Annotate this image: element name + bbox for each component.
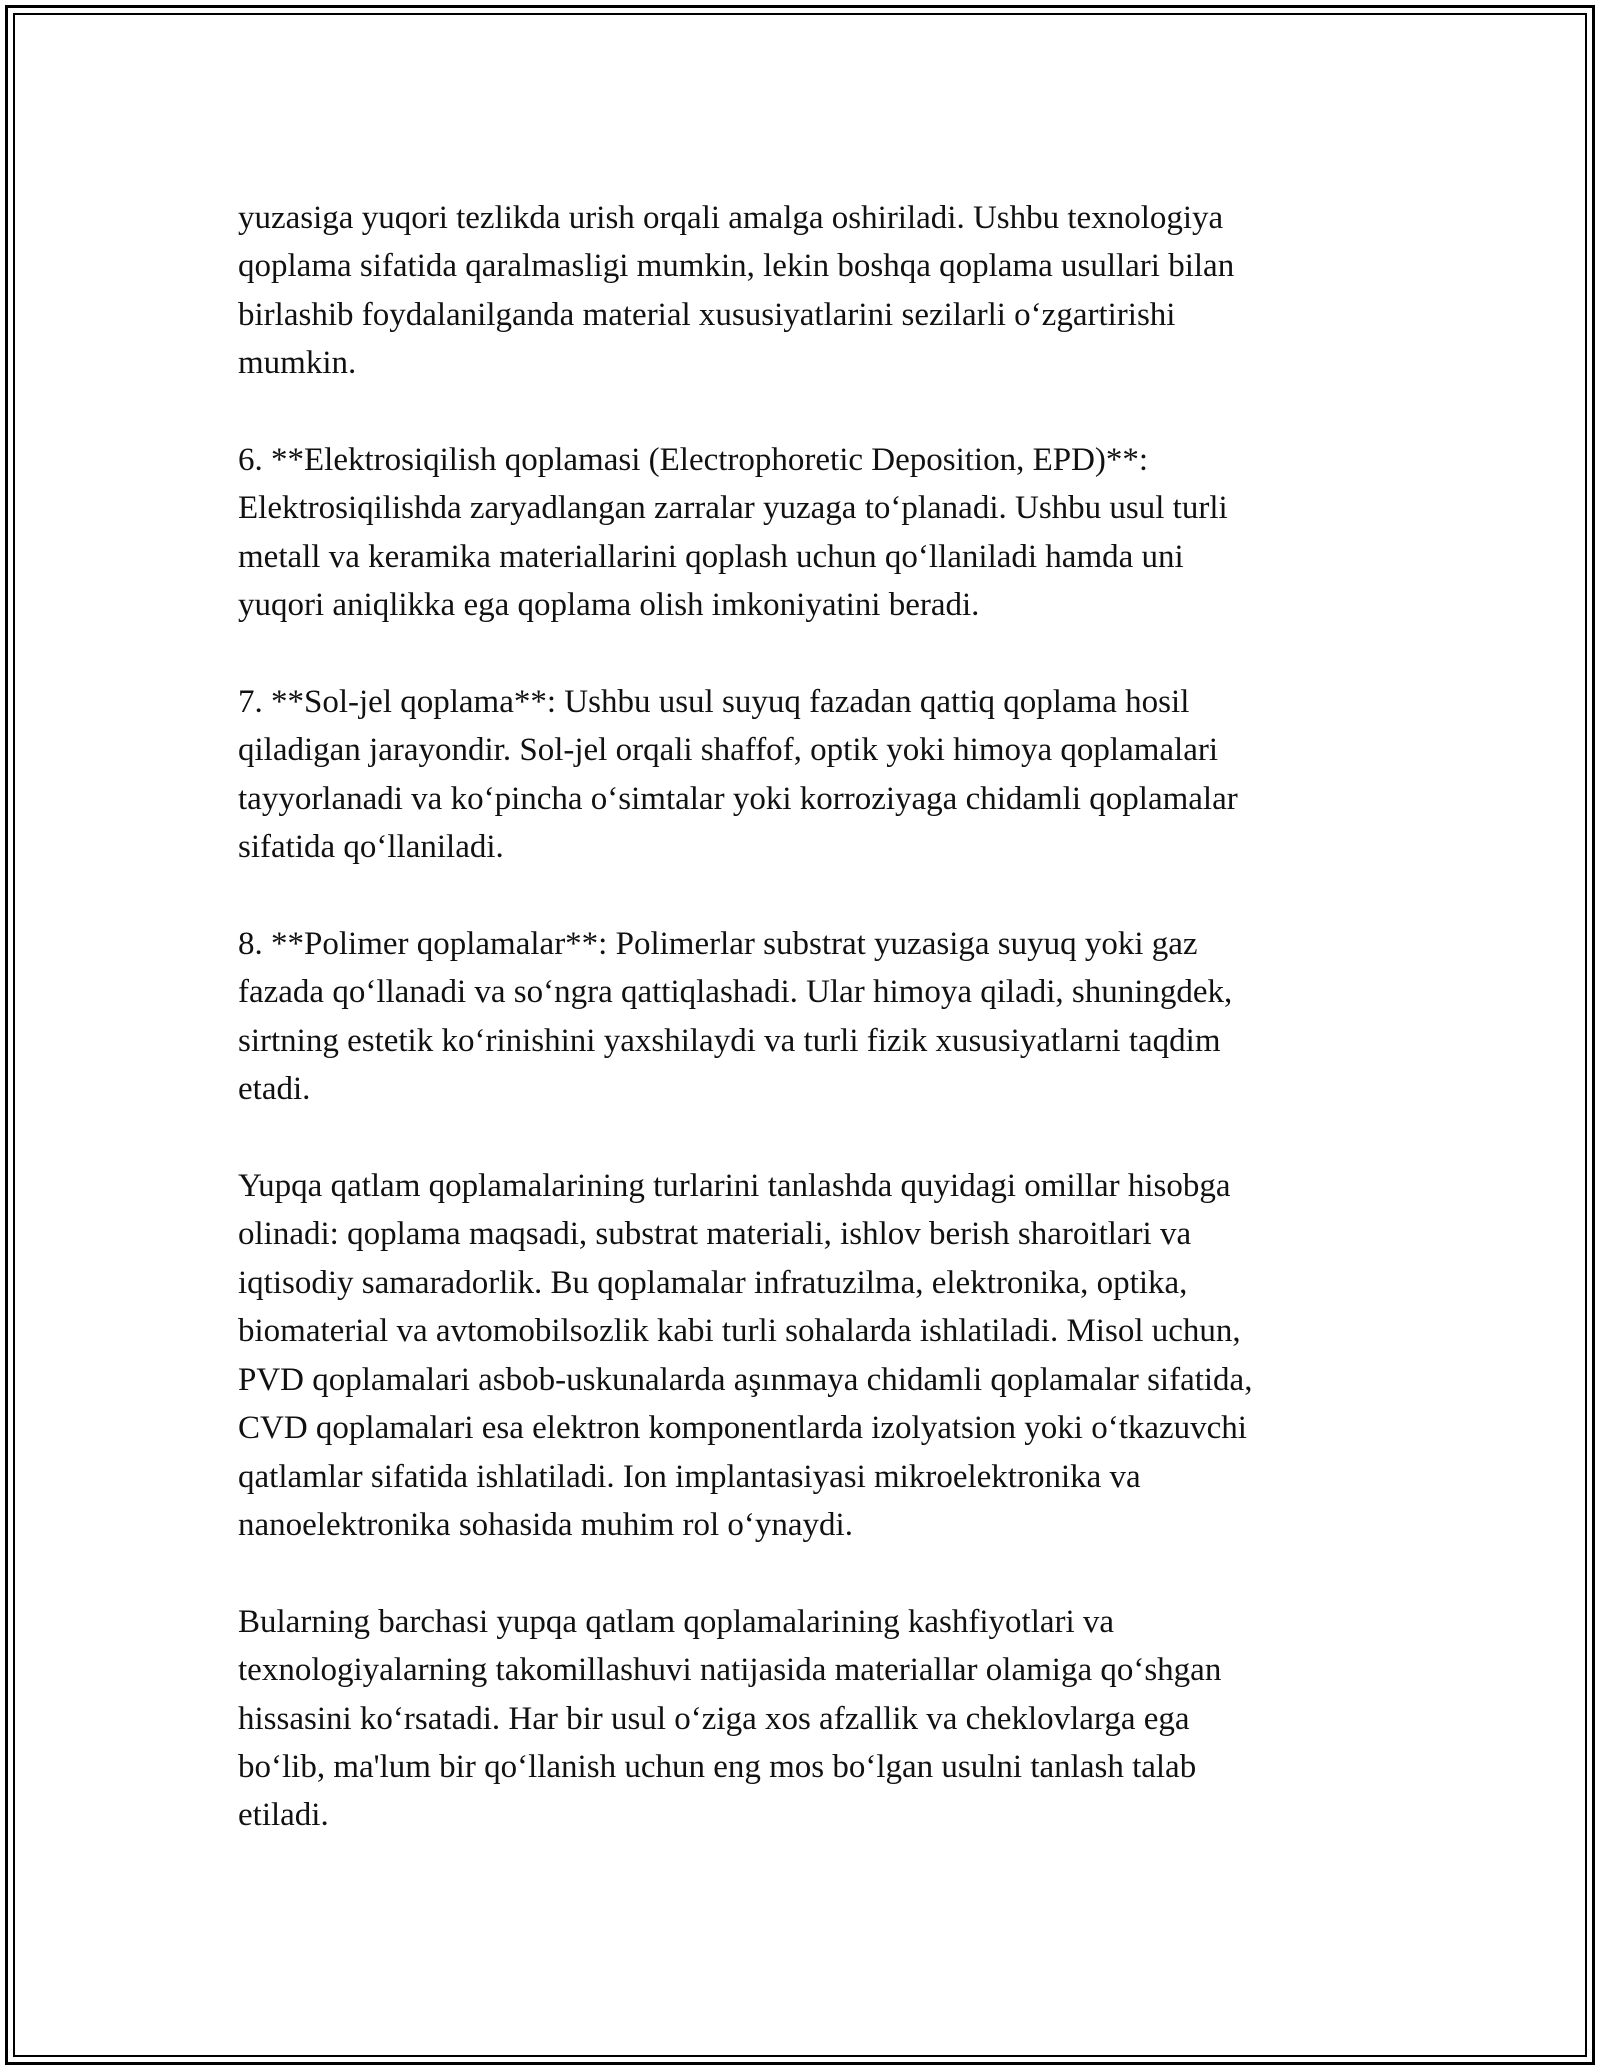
- paragraph-selection-factors: Yupqa qatlam qoplamalarining turlarini tanlashda quyidagi omillar hisobga olinadi: qoplama maqsadi, substrat materiali, ishlov berish sharoitlari va iqtisodiy samaradorlik. Bu qoplamalar infratuzilma, elektronika, optika, biomaterial va avtomobilsozlik kabi turli sohalarda ishlatiladi. Misol uchun, PVD qoplamalari asbob-uskunalarda aşınmaya chidamli qoplamalar sifatida, CVD qoplamalari esa elektron komponentlarda izolyatsion yoki o‘tkazuvchi qatlamlar sifatida ishlatiladi. Ion implantasiyasi mikroelektronika va nanoelektronika sohasida muhim rol o‘ynaydi.: [238, 1168, 1253, 1543]
- paragraph-continuation: yuzasiga yuqori tezlikda urish orqali amalga oshiriladi. Ushbu texnologiya qoplama sifatida qaralmasligi mumkin, lekin boshqa qoplama usullari bilan birlashib foydalanilganda material xususiyatlarini sezilarli o‘zgartirishi mumkin.: [238, 200, 1235, 382]
- page-frame: [5, 5, 1595, 2065]
- paragraph-item-8-polymer: 8. **Polimer qoplamalar**: Polimerlar substrat yuzasiga suyuq yoki gaz fazada qo‘llanadi va so‘ngra qattiqlashadi. Ular himoya qiladi, shuningdek, sirtning estetik ko‘rinishini yaxshilaydi va turli fizik xususiyatlarni taqdim etadi.: [238, 926, 1233, 1108]
- paragraph-conclusion: Bularning barchasi yupqa qatlam qoplamalarining kashfiyotlari va texnologiyalarning takomillashuvi natijasida materiallar olamiga qo‘shgan hissasini ko‘rsatadi. Har bir usul o‘ziga xos afzallik va cheklovlarga ega bo‘lib, ma'lum bir qo‘llanish uchun eng mos bo‘lgan usulni tanlash talab etiladi.: [238, 1603, 1222, 1834]
- paragraph-item-6-electrophoretic-deposition: 6. **Elektrosiqilish qoplamasi (Electrophoretic Deposition, EPD)**: Elektrosiqilishda zaryadlangan zarralar yuzaga to‘planadi. Ushbu usul turli metall va keramika materiallarini qoplash uchun qo‘llaniladi hamda uni yuqori aniqlikka ega qoplama olish imkoniyatini beradi.: [238, 442, 1228, 624]
- document-body: [238, 194, 1388, 1840]
- paragraph-item-7-sol-gel: 7. **Sol-jel qoplama**: Ushbu usul suyuq fazadan qattiq qoplama hosil qiladigan jarayondir. Sol-jel orqali shaffof, optik yoki himoya qoplamalari tayyorlanadi va ko‘pincha o‘simtalar yoki korroziyaga chidamli qoplamalar sifatida qo‘llaniladi.: [238, 684, 1238, 866]
